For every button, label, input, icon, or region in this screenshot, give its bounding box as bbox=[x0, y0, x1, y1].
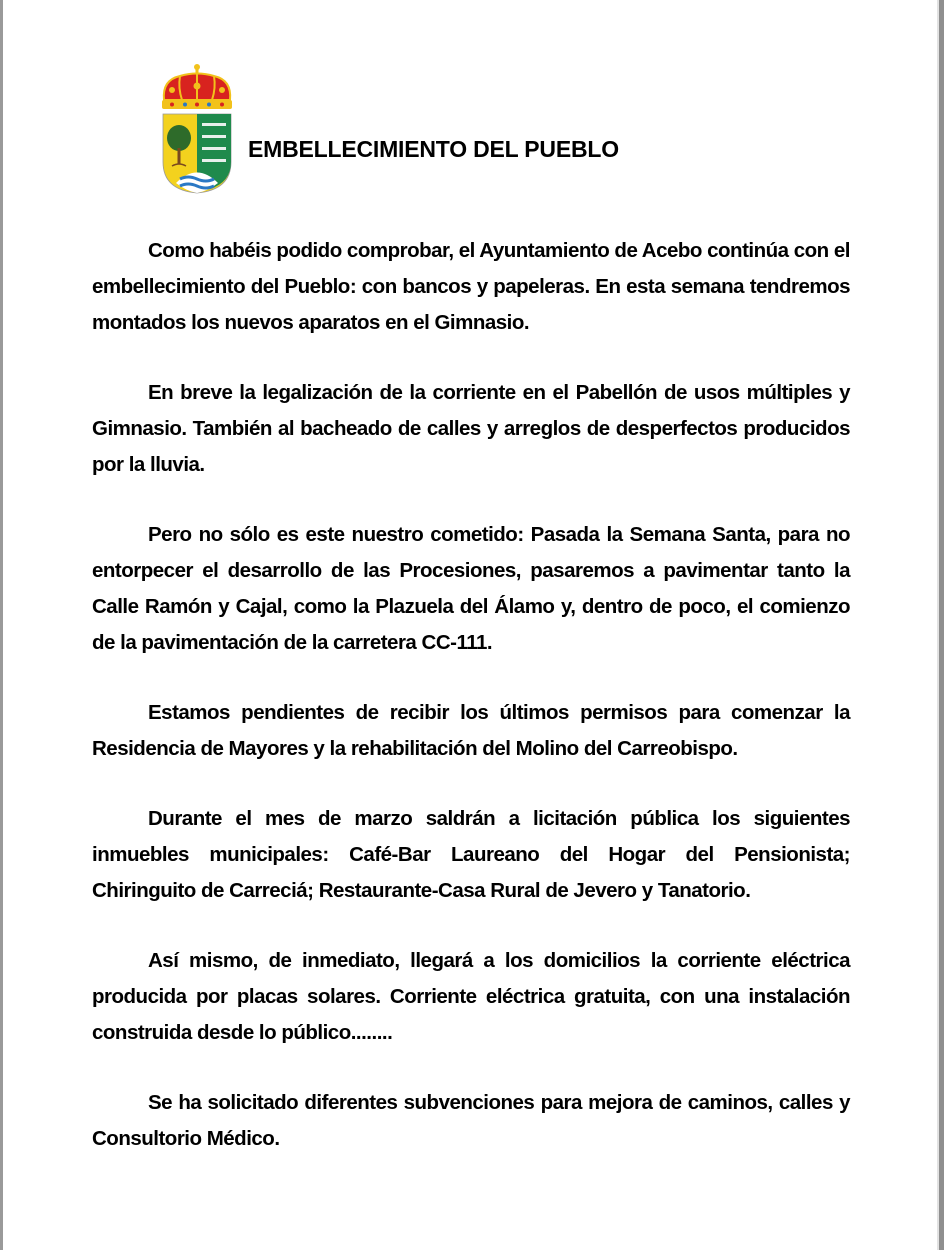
page-edge-left bbox=[0, 0, 3, 1250]
paragraph: Pero no sólo es este nuestro cometido: Pasada la Semana Santa, para no entorpecer el desarrollo de las Procesiones, pasaremos a pavimentar tanto la Calle Ramón y Cajal, como la Plazuela del Álamo y, dentro de poco, el comienzo de la pavimentación de la carretera CC-111. bbox=[92, 523, 850, 654]
paragraph: Se ha solicitado diferentes subvenciones para mejora de caminos, calles y Consultorio Médico. bbox=[92, 1091, 850, 1150]
paragraph: En breve la legalización de la corriente en el Pabellón de usos múltiples y Gimnasio. También al bacheado de calles y arreglos de desperfectos producidos por la lluvia. bbox=[92, 381, 850, 476]
paragraph: Durante el mes de marzo saldrán a licitación pública los siguientes inmuebles municipales: Café-Bar Laureano del Hogar del Pensionista; Chiringuito de Carreciá; Restaurante-Casa Rural de Jevero y Tanatorio. bbox=[92, 807, 850, 902]
document-title: EMBELLECIMIENTO DEL PUEBLO bbox=[248, 136, 619, 162]
coat-of-arms-icon bbox=[158, 62, 236, 194]
paragraph: Así mismo, de inmediato, llegará a los domicilios la corriente eléctrica producida por placas solares. Corriente eléctrica gratuita, con una instalación construida desde lo público........ bbox=[92, 949, 850, 1044]
document-body bbox=[92, 233, 850, 1191]
paragraph: Como habéis podido comprobar, el Ayuntamiento de Acebo continúa con el embellecimiento del Pueblo: con bancos y papeleras. En esta semana tendremos montados los nuevos aparatos en el Gimnasio. bbox=[92, 239, 850, 334]
paragraph: Estamos pendientes de recibir los últimos permisos para comenzar la Residencia de Mayores y la rehabilitación del Molino del Carreobispo. bbox=[92, 701, 850, 760]
page-edge-right bbox=[937, 0, 944, 1250]
